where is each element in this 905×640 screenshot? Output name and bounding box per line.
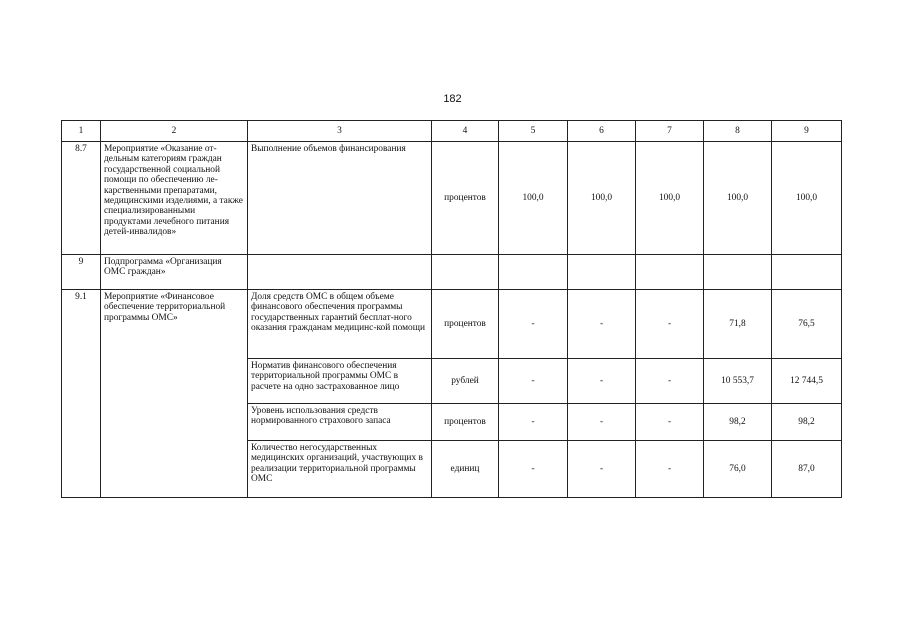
table-row-9 bbox=[62, 255, 842, 290]
value-col-7: - bbox=[636, 441, 704, 498]
value-col-9: 98,2 bbox=[772, 404, 842, 441]
page-number: 182 bbox=[443, 93, 462, 105]
header-cell-7: 7 bbox=[636, 121, 704, 142]
header-cell-9: 9 bbox=[772, 121, 842, 142]
unit-cell: процентов bbox=[432, 142, 499, 255]
value-col-5: - bbox=[499, 441, 568, 498]
header-cell-2: 2 bbox=[101, 121, 248, 142]
empty-cell bbox=[432, 255, 499, 290]
indicator-name: Количество негосударственных медицинских организаций, участвующих в реализации территориальной программы ОМС bbox=[248, 441, 432, 498]
event-name: Мероприятие «Оказание от-дельным категориям граждан государственной социальной помощи по обеспечению ле-карственными препаратами, медицинскими изделиями, а также специализированными продуктами лечебного питания детей-инвалидов» bbox=[101, 142, 248, 255]
subprogram-name: Подпрограмма «Организация ОМС граждан» bbox=[101, 255, 248, 290]
unit-cell: процентов bbox=[432, 290, 499, 359]
value-col-6: - bbox=[568, 290, 636, 359]
row-number: 9 bbox=[62, 255, 101, 290]
value-col-5: - bbox=[499, 359, 568, 404]
value-col-8: 71,8 bbox=[704, 290, 772, 359]
value-col-9: 76,5 bbox=[772, 290, 842, 359]
value-col-7: - bbox=[636, 359, 704, 404]
empty-cell bbox=[636, 255, 704, 290]
header-cell-8: 8 bbox=[704, 121, 772, 142]
indicator-name: Доля средств ОМС в общем объеме финансового обеспечения программы государственных гарантий бесплат-ного оказания гражданам медицинс-кой помощи bbox=[248, 290, 432, 359]
value-col-9: 87,0 bbox=[772, 441, 842, 498]
row-number: 8.7 bbox=[62, 142, 101, 255]
value-col-7: 100,0 bbox=[636, 142, 704, 255]
empty-cell bbox=[568, 255, 636, 290]
value-col-7: - bbox=[636, 290, 704, 359]
table-header-row bbox=[62, 121, 842, 142]
row-number: 9.1 bbox=[62, 290, 101, 498]
event-name: Мероприятие «Финансовое обеспечение территориальной программы ОМС» bbox=[101, 290, 248, 498]
value-col-7: - bbox=[636, 404, 704, 441]
indicators-table bbox=[61, 120, 842, 498]
value-col-6: - bbox=[568, 441, 636, 498]
header-cell-1: 1 bbox=[62, 121, 101, 142]
value-col-5: - bbox=[499, 404, 568, 441]
unit-cell: единиц bbox=[432, 441, 499, 498]
value-col-6: - bbox=[568, 404, 636, 441]
indicator-name: Уровень использования средств нормированного страхового запаса bbox=[248, 404, 432, 441]
value-col-8: 98,2 bbox=[704, 404, 772, 441]
empty-cell bbox=[248, 255, 432, 290]
value-col-9: 100,0 bbox=[772, 142, 842, 255]
table-row-8-7 bbox=[62, 142, 842, 255]
value-col-5: - bbox=[499, 290, 568, 359]
value-col-9: 12 744,5 bbox=[772, 359, 842, 404]
value-col-8: 100,0 bbox=[704, 142, 772, 255]
value-col-6: - bbox=[568, 359, 636, 404]
header-cell-5: 5 bbox=[499, 121, 568, 142]
value-col-5: 100,0 bbox=[499, 142, 568, 255]
value-col-8: 76,0 bbox=[704, 441, 772, 498]
empty-cell bbox=[704, 255, 772, 290]
indicator-name: Выполнение объемов финансирования bbox=[248, 142, 432, 255]
indicator-name: Норматив финансового обеспечения территориальной программы ОМС в расчете на одно застрахованное лицо bbox=[248, 359, 432, 404]
value-col-6: 100,0 bbox=[568, 142, 636, 255]
table-row-9-1 bbox=[62, 290, 842, 359]
header-cell-3: 3 bbox=[248, 121, 432, 142]
empty-cell bbox=[772, 255, 842, 290]
value-col-8: 10 553,7 bbox=[704, 359, 772, 404]
header-cell-6: 6 bbox=[568, 121, 636, 142]
unit-cell: рублей bbox=[432, 359, 499, 404]
header-cell-4: 4 bbox=[432, 121, 499, 142]
unit-cell: процентов bbox=[432, 404, 499, 441]
empty-cell bbox=[499, 255, 568, 290]
